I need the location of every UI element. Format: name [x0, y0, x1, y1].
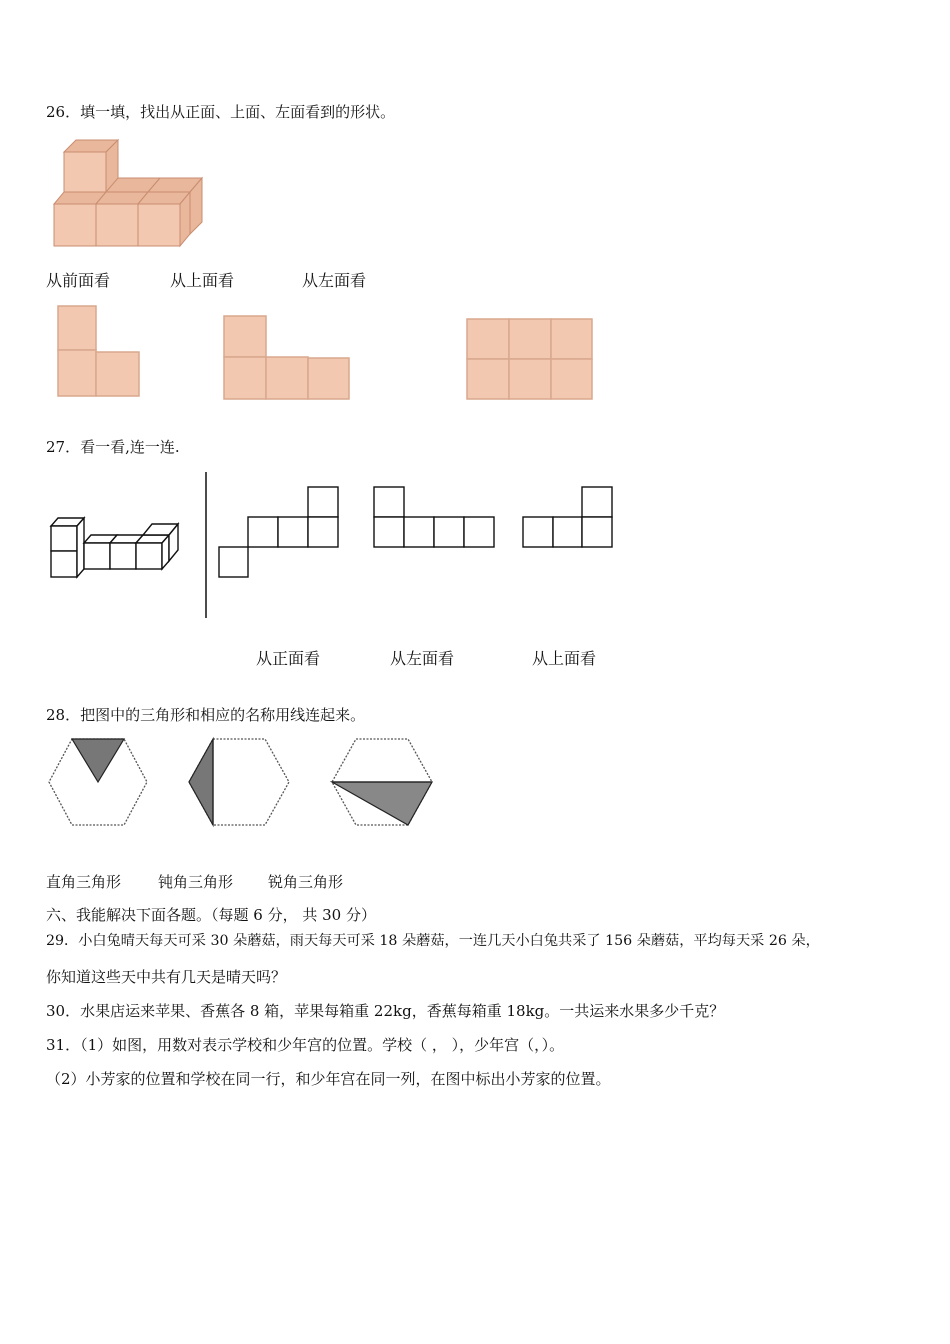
q27-shape-3	[520, 484, 616, 552]
q26-view-a	[55, 302, 145, 402]
q26-label-left: 从左面看	[302, 271, 367, 290]
q27-shape-2	[371, 484, 497, 552]
q27-divider	[203, 472, 209, 618]
q28-title: 28．把图中的三角形和相应的名称用线连起来。	[46, 706, 366, 724]
q29-line-1: 29．小白兔晴天每天可采 30 朵蘑菇，雨天每天可采 18 朵蘑菇，一连几天小白兔共采了 156 朵蘑菇，平均每天采 26 朵，	[46, 933, 820, 949]
q28-hexagon-3	[329, 736, 435, 828]
q27-label-top: 从上面看	[532, 649, 597, 668]
q26-view-c	[464, 316, 596, 402]
section-6-heading: 六、我能解决下面各题。（每题 6 分， 共 30 分）	[46, 906, 376, 924]
q28-hexagon-2	[186, 736, 292, 828]
q26-label-top: 从上面看	[170, 271, 235, 290]
q27-cube-figure	[48, 512, 188, 582]
q30-text: 30．水果店运来苹果、香蕉各 8 箱，苹果每箱重 22kg，香蕉每箱重 18kg。一共运来水果多少千克？	[46, 1002, 725, 1020]
q31-part-1: 31．（1）如图，用数对表示学校和少年宫的位置。学校（ ， ），少年宫（，）。	[46, 1036, 565, 1054]
q26-view-b	[220, 312, 355, 402]
q27-title: 27．看一看,连一连.	[46, 438, 180, 456]
q29-line-2: 你知道这些天中共有几天是晴天吗？	[46, 968, 287, 986]
q26-cube-stack-figure	[50, 134, 210, 254]
q28-name-acute: 锐角三角形	[268, 873, 344, 891]
q28-hexagon-1	[46, 736, 150, 828]
q28-name-obtuse: 钝角三角形	[158, 873, 234, 891]
q27-label-front: 从正面看	[256, 649, 321, 668]
q27-shape-1	[216, 484, 340, 580]
q27-label-left: 从左面看	[390, 649, 455, 668]
q26-label-front: 从前面看	[46, 271, 111, 290]
q31-part-2: （2）小芳家的位置和学校在同一行，和少年宫在同一列，在图中标出小芳家的位置。	[46, 1070, 611, 1088]
q28-name-right: 直角三角形	[46, 873, 122, 891]
q26-title: 26．填一填，找出从正面、上面、左面看到的形状。	[46, 103, 396, 121]
